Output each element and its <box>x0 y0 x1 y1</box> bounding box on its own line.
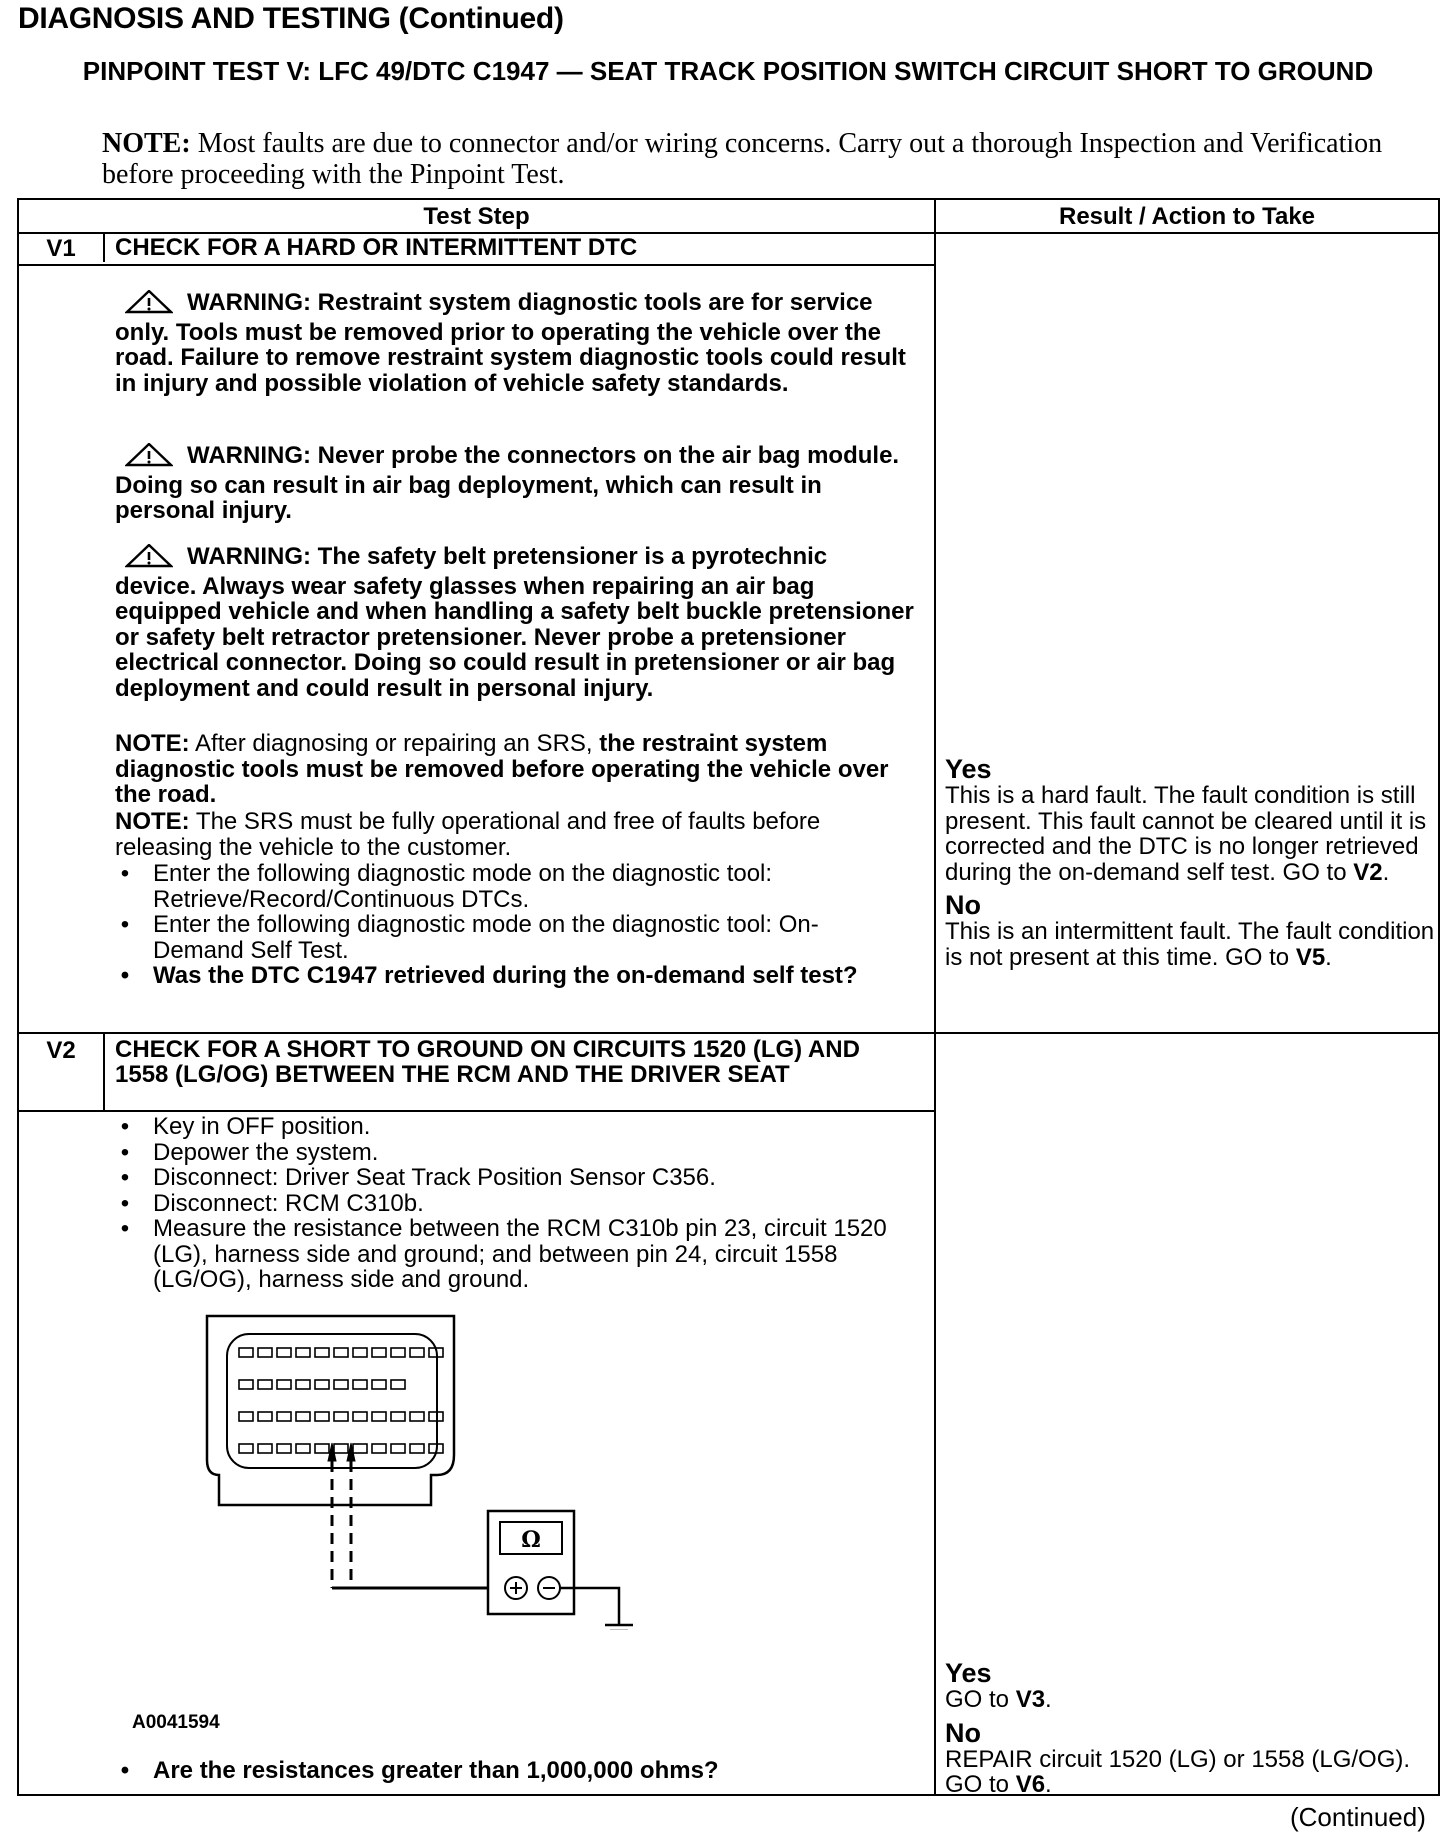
connector-pin <box>258 1412 272 1421</box>
v1-v2-divider <box>19 1032 1438 1034</box>
warning-triangle-icon <box>125 544 173 574</box>
pinpoint-table <box>17 198 1440 1796</box>
result-no-text: This is an intermittent fault. The fault condition is not present at this time. GO to V5. <box>945 918 1435 971</box>
list-item: • Disconnect: RCM C310b. <box>120 1189 424 1217</box>
result-v1 <box>945 755 1435 970</box>
list-item: • Key in OFF position. <box>120 1113 371 1140</box>
figure-id: A0041594 <box>132 1712 220 1733</box>
column-divider <box>934 200 936 1794</box>
connector-pin <box>372 1412 386 1421</box>
result-yes-text: GO to V3. <box>945 1686 1052 1713</box>
v2-steps-list <box>115 1114 915 1293</box>
connector-pin <box>296 1380 310 1389</box>
connector-pin <box>391 1380 405 1389</box>
connector-pin <box>334 1348 348 1357</box>
step-id-v1: V1 <box>46 235 76 262</box>
pinpoint-test-title: PINPOINT TEST V: LFC 49/DTC C1947 — SEAT TRACK POSITION SWITCH CIRCUIT SHORT TO GROUND <box>82 56 1374 86</box>
connector-pin <box>353 1412 367 1421</box>
connector-pin <box>353 1444 367 1453</box>
ohm-symbol: Ω <box>521 1527 541 1553</box>
list-item: • Measure the resistance between the RCM C310b pin 23, circuit 1520 (LG), harness side and ground; and between pin 24, circuit 1558 (LG/OG), harness side and ground. <box>120 1215 887 1293</box>
connector-pin <box>391 1412 405 1421</box>
connector-pin <box>391 1348 405 1357</box>
connector-pin <box>239 1348 253 1357</box>
result-no-label: No <box>945 1717 981 1748</box>
list-item: • Depower the system. <box>120 1138 379 1166</box>
connector-pin <box>258 1444 272 1453</box>
connector-pin <box>258 1348 272 1357</box>
result-yes-text: This is a hard fault. The fault condition is still present. This fault cannot be cleared until it is corrected and the DTC is no longer retrieved during the on-demand self test. GO to V2. <box>945 782 1427 886</box>
connector-pin <box>372 1348 386 1357</box>
v2-title-divider <box>19 1110 934 1112</box>
footer-continued: (Continued) <box>1290 1802 1426 1832</box>
rcm-connector-outline <box>207 1316 454 1505</box>
note-1: NOTE: After diagnosing or repairing an SRS, the restraint system diagnostic tools must be removed before operating the vehicle over the road. <box>115 730 889 808</box>
result-no-text: REPAIR circuit 1520 (LG) or 1558 (LG/OG). GO to V6. <box>945 1745 1411 1798</box>
connector-pin <box>410 1444 424 1453</box>
warning-3: WARNING: The safety belt pretensioner is a pyrotechnic device. Always wear safety glasses when repairing an air bag equipped vehicle and when handling a safety belt buckle pretensioner or safety belt retractor pretensioner. Never probe a pretensioner electrical connector. Doing so could result in pretensioner or air bag deployment and could result in personal injury. <box>115 543 914 702</box>
warning-triangle-icon <box>125 443 173 473</box>
connector-pin <box>239 1444 253 1453</box>
connector-pin <box>334 1444 348 1453</box>
top-note-text: Most faults are due to connector and/or wiring concerns. Carry out a thorough Inspection and Verification before proceeding with the Pinpoint Test. <box>102 128 1383 190</box>
connector-pin <box>277 1412 291 1421</box>
connector-pin <box>258 1380 272 1389</box>
connector-pin <box>353 1348 367 1357</box>
top-note <box>102 128 1402 190</box>
connector-pin <box>296 1348 310 1357</box>
connector-pin <box>296 1444 310 1453</box>
connector-pin <box>315 1412 329 1421</box>
connector-pin <box>277 1380 291 1389</box>
step-id-v2: V2 <box>46 1037 76 1064</box>
connector-pin <box>334 1380 348 1389</box>
connector-pin <box>372 1380 386 1389</box>
connector-pin <box>239 1380 253 1389</box>
connector-pin <box>372 1444 386 1453</box>
v2-question <box>115 1758 915 1784</box>
connector-pin <box>239 1412 253 1421</box>
step-title-v1: CHECK FOR A HARD OR INTERMITTENT DTC <box>115 234 638 261</box>
list-item: • Enter the following diagnostic mode on the diagnostic tool: On-Demand Self Test. <box>120 911 819 964</box>
connector-pin <box>315 1444 329 1453</box>
connector-pin <box>353 1380 367 1389</box>
result-yes-label: Yes <box>945 754 992 784</box>
result-v2 <box>945 1659 1435 1798</box>
connector-resistance-diagram <box>199 1310 799 1630</box>
top-note-label: NOTE: <box>102 128 191 159</box>
column-header-test-step: Test Step <box>423 203 530 230</box>
connector-pins <box>239 1348 443 1453</box>
connector-pin <box>277 1348 291 1357</box>
list-item: • Are the resistances greater than 1,000,000 ohms? <box>120 1757 719 1784</box>
result-yes-label: Yes <box>945 1658 992 1688</box>
v1-title-divider <box>19 264 934 266</box>
note-2: NOTE: The SRS must be fully operational and free of faults before releasing the vehicle to the customer. <box>115 808 821 861</box>
connector-pin <box>410 1348 424 1357</box>
list-item: • Was the DTC C1947 retrieved during the on-demand self test? <box>120 962 858 989</box>
warning-triangle-icon <box>125 290 173 320</box>
step-title-v2: CHECK FOR A SHORT TO GROUND ON CIRCUITS 1520 (LG) AND 1558 (LG/OG) BETWEEN THE RCM AND THE DRIVER SEAT <box>115 1036 860 1088</box>
connector-pin <box>410 1412 424 1421</box>
list-item: • Enter the following diagnostic mode on the diagnostic tool: Retrieve/Record/Continuous DTCs. <box>120 860 773 913</box>
connector-pin <box>315 1380 329 1389</box>
result-no-label: No <box>945 890 981 920</box>
connector-pin <box>277 1444 291 1453</box>
column-header-result: Result / Action to Take <box>1058 203 1316 230</box>
connector-pin <box>334 1412 348 1421</box>
v1-steps-list <box>115 861 895 989</box>
connector-pin <box>315 1348 329 1357</box>
warning-2: WARNING: Never probe the connectors on the air bag module. Doing so can result in air bag deployment, which can result in personal injury. <box>115 442 900 524</box>
warning-1: WARNING: Restraint system diagnostic tools are for service only. Tools must be removed prior to operating the vehicle over the road. Failure to remove restraint system diagnostic tools could result in injury and possible violation of vehicle safety standards. <box>115 289 906 397</box>
connector-pin <box>391 1444 405 1453</box>
connector-pin <box>296 1412 310 1421</box>
list-item: • Disconnect: Driver Seat Track Position Sensor C356. <box>120 1164 716 1191</box>
v1-id-divider <box>103 232 105 262</box>
v2-id-divider <box>103 1034 105 1110</box>
section-header: DIAGNOSIS AND TESTING (Continued) <box>18 2 564 35</box>
